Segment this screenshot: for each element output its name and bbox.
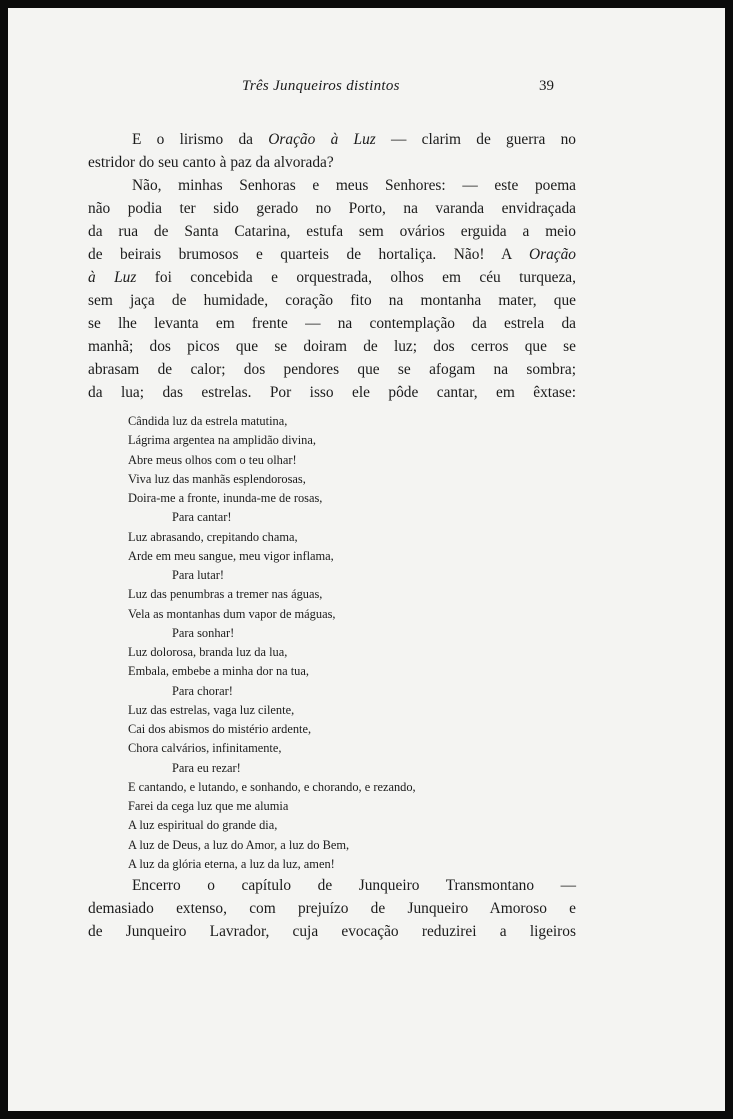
text-line: manhã; dos picos que se doiram de luz; dos cerros que se bbox=[88, 338, 576, 355]
running-title: Três Junqueiros distintos bbox=[242, 78, 400, 94]
text-line: de Junqueiro Lavrador, cuja evocação reduzirei a ligeiros bbox=[88, 923, 576, 940]
poem-verse: Luz das estrelas, vaga luz cilente, bbox=[128, 702, 295, 717]
poem-verse: Chora calvários, infinitamente, bbox=[128, 741, 282, 756]
poem-verse: Cai dos abismos do mistério ardente, bbox=[128, 722, 312, 736]
book-page bbox=[8, 8, 725, 1111]
paragraph-opening bbox=[88, 128, 576, 404]
text-line: E o lirismo da Oração à Luz — clarim de guerra no bbox=[132, 131, 576, 148]
paragraph-closing bbox=[88, 874, 576, 943]
page-header bbox=[8, 78, 725, 102]
text-line: não podia ter sido gerado no Porto, na varanda envidraçada bbox=[88, 200, 576, 217]
text-line: estridor do seu canto à paz da alvorada? bbox=[88, 154, 334, 171]
poem-verse: Vela as montanhas dum vapor de máguas, bbox=[128, 606, 336, 621]
poem-verse: Lágrima argentea na amplidão divina, bbox=[128, 433, 316, 448]
poem-verse: Abre meus olhos com o teu olhar! bbox=[128, 452, 297, 467]
poem-verse: A luz da glória eterna, a luz da luz, amen! bbox=[128, 856, 335, 871]
poem-verse: E cantando, e lutando, e sonhando, e chorando, e rezando, bbox=[128, 779, 416, 794]
poem-verse: Farei da cega luz que me alumia bbox=[128, 799, 289, 813]
poem-refrain: Para eu rezar! bbox=[172, 760, 241, 775]
poem-verse: Luz abrasando, crepitando chama, bbox=[128, 529, 298, 544]
text-line: de beirais brumosos e quarteis de hortaliça. Não! A Oração bbox=[88, 246, 576, 263]
poem-verse: Doira-me a fronte, inunda-me de rosas, bbox=[128, 491, 323, 505]
poem-quotation bbox=[128, 412, 558, 874]
poem-verse: Luz dolorosa, branda luz da lua, bbox=[128, 645, 288, 659]
poem-refrain: Para lutar! bbox=[172, 568, 224, 582]
poem-verse: A luz espiritual do grande dia, bbox=[128, 818, 278, 833]
text-line: à Luz foi concebida e orquestrada, olhos em céu turqueza, bbox=[88, 269, 576, 286]
poem-verse: Viva luz das manhãs esplendorosas, bbox=[128, 471, 306, 486]
poem-verse: Arde em meu sangue, meu vigor inflama, bbox=[128, 548, 334, 563]
poem-refrain: Para chorar! bbox=[172, 683, 233, 698]
text-line: abrasam de calor; dos pendores que se afogam na sombra; bbox=[88, 361, 576, 378]
poem-refrain: Para sonhar! bbox=[172, 625, 235, 640]
text-line: Encerro o capítulo de Junqueiro Transmontano — bbox=[132, 877, 576, 894]
poem-verse: Luz das penumbras a tremer nas águas, bbox=[128, 587, 323, 602]
text-line: da rua de Santa Catarina, estufa sem ovários erguida a meio bbox=[88, 223, 576, 240]
text-line: se lhe levanta em frente — na contemplação da estrela da bbox=[88, 315, 576, 332]
text-line: da lua; das estrelas. Por isso ele pôde cantar, em êxtase: bbox=[88, 384, 576, 401]
poem-verse: A luz de Deus, a luz do Amor, a luz do Bem, bbox=[128, 837, 350, 852]
poem-verse: Cândida luz da estrela matutina, bbox=[128, 414, 288, 428]
poem-refrain: Para cantar! bbox=[172, 510, 232, 525]
text-line: demasiado extenso, com prejuízo de Junqueiro Amoroso e bbox=[88, 900, 576, 917]
text-line: sem jaça de humidade, coração fito na montanha mater, que bbox=[88, 292, 576, 309]
text-line: Não, minhas Senhoras e meus Senhores: — este poema bbox=[132, 177, 576, 194]
page-number: 39 bbox=[539, 78, 554, 94]
poem-verse: Embala, embebe a minha dor na tua, bbox=[128, 664, 309, 679]
